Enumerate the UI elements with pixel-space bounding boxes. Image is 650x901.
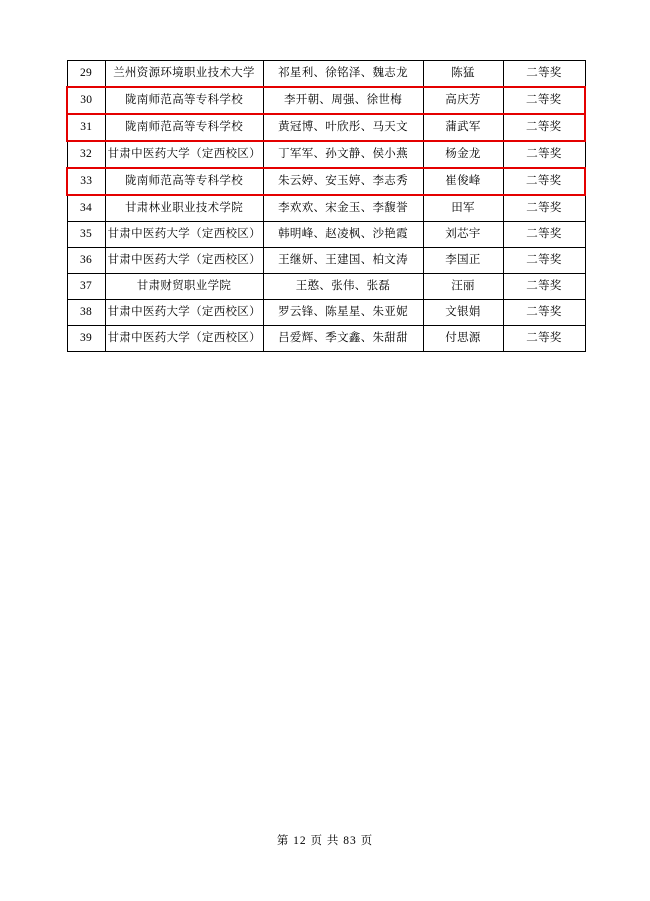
cell-student-names: 王憨、张伟、张磊 (263, 274, 423, 300)
cell-student-names: 吕爱辉、季文鑫、朱甜甜 (263, 326, 423, 352)
cell-coach-name: 杨金龙 (423, 141, 503, 168)
cell-organization: 陇南师范高等专科学校 (105, 168, 263, 195)
cell-student-names: 李欢欢、宋金玉、李馥誉 (263, 195, 423, 222)
cell-prize: 二等奖 (503, 326, 585, 352)
cell-serial-number: 31 (67, 114, 105, 141)
cell-coach-name: 文银娟 (423, 300, 503, 326)
table-row (67, 274, 585, 300)
cell-prize: 二等奖 (503, 195, 585, 222)
table-row (67, 141, 585, 168)
cell-coach-name: 李国正 (423, 248, 503, 274)
cell-serial-number: 33 (67, 168, 105, 195)
cell-student-names: 丁军军、孙文静、侯小燕 (263, 141, 423, 168)
cell-organization: 甘肃林业职业技术学院 (105, 195, 263, 222)
award-table (66, 60, 586, 352)
cell-coach-name: 蒲武军 (423, 114, 503, 141)
cell-student-names: 朱云婷、安玉婷、李志秀 (263, 168, 423, 195)
cell-prize: 二等奖 (503, 61, 585, 88)
cell-prize: 二等奖 (503, 168, 585, 195)
table-row (67, 195, 585, 222)
cell-student-names: 祁星利、徐铭泽、魏志龙 (263, 61, 423, 88)
table-row (67, 300, 585, 326)
cell-organization: 兰州资源环境职业技术大学 (105, 61, 263, 88)
cell-serial-number: 34 (67, 195, 105, 222)
cell-coach-name: 高庆芳 (423, 87, 503, 114)
cell-student-names: 王继妍、王建国、柏文涛 (263, 248, 423, 274)
cell-serial-number: 32 (67, 141, 105, 168)
table-row (67, 87, 585, 114)
cell-prize: 二等奖 (503, 141, 585, 168)
cell-organization: 陇南师范高等专科学校 (105, 114, 263, 141)
table-row (67, 222, 585, 248)
cell-organization: 甘肃中医药大学（定西校区） (105, 222, 263, 248)
cell-serial-number: 38 (67, 300, 105, 326)
cell-prize: 二等奖 (503, 248, 585, 274)
cell-student-names: 韩明峰、赵凌枫、沙艳霞 (263, 222, 423, 248)
cell-coach-name: 付思源 (423, 326, 503, 352)
cell-serial-number: 39 (67, 326, 105, 352)
cell-coach-name: 陈猛 (423, 61, 503, 88)
table-row (67, 326, 585, 352)
table-row (67, 114, 585, 141)
cell-student-names: 罗云锋、陈星星、朱亚妮 (263, 300, 423, 326)
cell-coach-name: 田军 (423, 195, 503, 222)
cell-coach-name: 刘芯宇 (423, 222, 503, 248)
cell-organization: 陇南师范高等专科学校 (105, 87, 263, 114)
table-row (67, 168, 585, 195)
cell-serial-number: 37 (67, 274, 105, 300)
cell-prize: 二等奖 (503, 274, 585, 300)
cell-student-names: 李开朝、周强、徐世梅 (263, 87, 423, 114)
table-row (67, 248, 585, 274)
cell-organization: 甘肃中医药大学（定西校区） (105, 248, 263, 274)
cell-prize: 二等奖 (503, 87, 585, 114)
cell-prize: 二等奖 (503, 114, 585, 141)
cell-organization: 甘肃中医药大学（定西校区） (105, 300, 263, 326)
cell-organization: 甘肃中医药大学（定西校区） (105, 141, 263, 168)
cell-coach-name: 汪丽 (423, 274, 503, 300)
award-table-body (67, 61, 585, 352)
cell-organization: 甘肃中医药大学（定西校区） (105, 326, 263, 352)
cell-prize: 二等奖 (503, 300, 585, 326)
cell-serial-number: 36 (67, 248, 105, 274)
cell-serial-number: 30 (67, 87, 105, 114)
cell-student-names: 黄冠博、叶欣彤、马天文 (263, 114, 423, 141)
cell-organization: 甘肃财贸职业学院 (105, 274, 263, 300)
cell-serial-number: 35 (67, 222, 105, 248)
cell-coach-name: 崔俊峰 (423, 168, 503, 195)
cell-prize: 二等奖 (503, 222, 585, 248)
table-row (67, 61, 585, 88)
page-footer: 第 12 页 共 83 页 (276, 835, 374, 847)
award-table-container (66, 60, 584, 352)
cell-serial-number: 29 (67, 61, 105, 88)
